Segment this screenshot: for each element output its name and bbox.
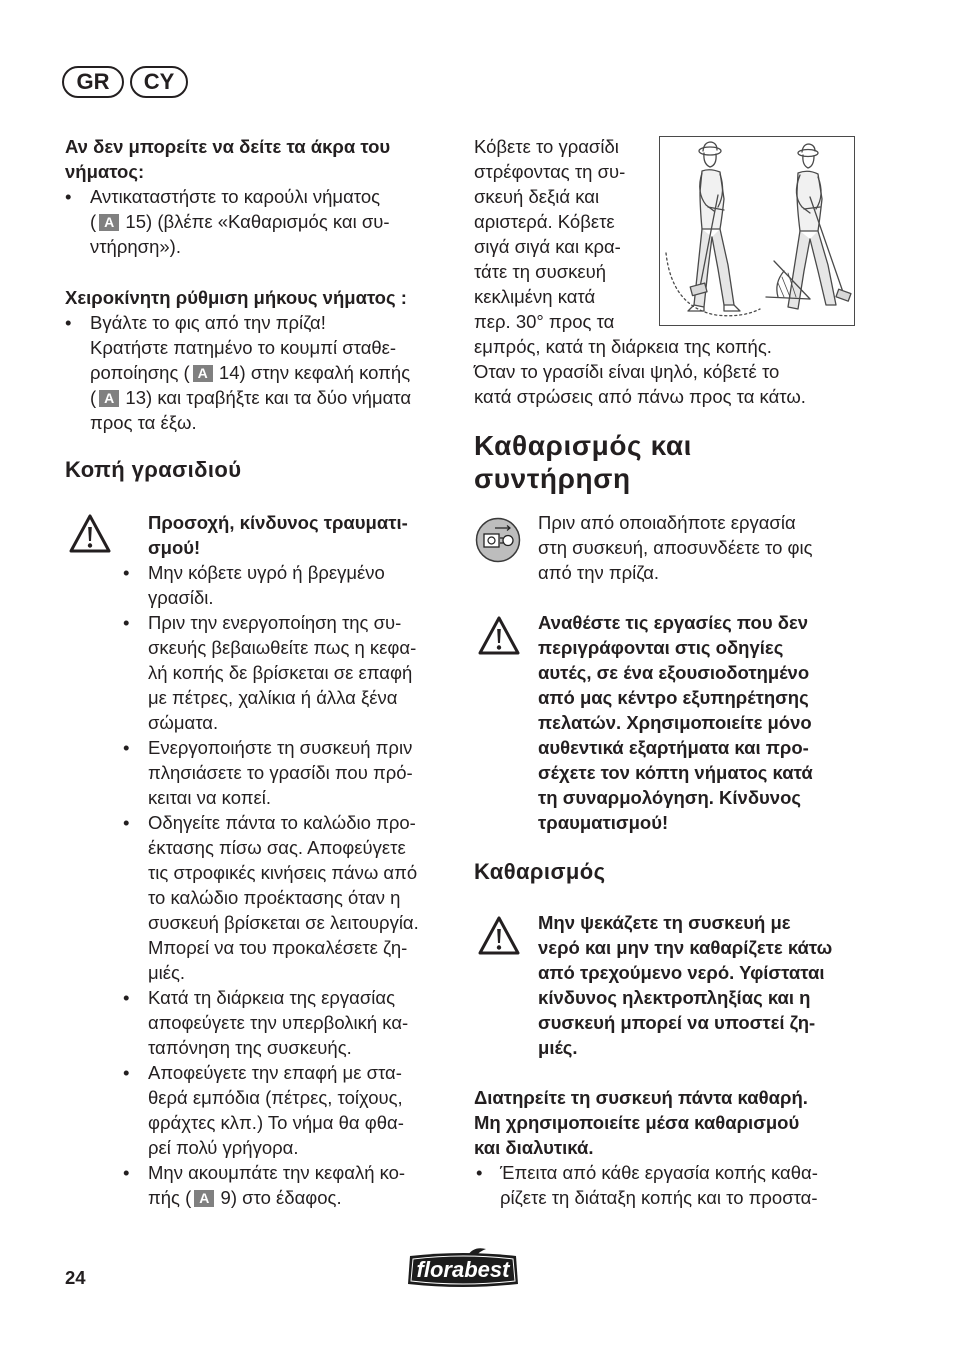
- florabest-logo: [404, 1246, 522, 1292]
- list-item: [123, 735, 468, 810]
- text-part: Μην ακουμπάτε την κεφαλή κο- πής (: [148, 1162, 406, 1208]
- figure-ref-badge: A: [99, 214, 119, 231]
- no-line-ends-heading: Αν δεν μπορείτε να δείτε τα άκρα του νήματος:: [65, 136, 391, 182]
- list-item-text: Κατά τη διάρκεια της εργασίας αποφεύγετε την υπερβολική κα- ταπόνηση της συσκευής.: [148, 987, 409, 1058]
- text-part: 9) στο έδαφος.: [215, 1187, 342, 1208]
- language-badge-gr: GR: [62, 66, 124, 98]
- bullet: •: [65, 312, 72, 333]
- figure-ref-badge: A: [193, 365, 213, 382]
- text-part: Αντικαταστήστε το καρούλι νήματος (: [90, 186, 381, 232]
- list-item: [123, 810, 468, 985]
- injury-warning-title: Προσοχή, κίνδυνος τραυματι- σμού!: [148, 512, 408, 558]
- unplug-note: Πριν από οποιαδήποτε εργασία στη συσκευή, αποσυνδέετε το φις από την πρίζα.: [538, 512, 813, 583]
- figure-ref-badge: A: [99, 390, 119, 407]
- list-item: [123, 610, 468, 735]
- warning-triangle-icon: [477, 615, 521, 657]
- figure-ref-badge: A: [194, 1190, 214, 1207]
- manual-adjust-item: [65, 310, 411, 435]
- manual-adjust-text: [90, 310, 411, 435]
- bullet: •: [476, 1162, 483, 1183]
- warning-triangle-icon: [68, 513, 112, 555]
- unplug-icon: [475, 517, 521, 563]
- bullet: •: [123, 1162, 130, 1183]
- cutting-technique-text: Κόβετε το γρασίδι στρέφοντας τη συ- σκευή δεξιά και αριστερά. Κόβετε σιγά σιγά και κρα- τάτε τη συσκευή κεκλιμένη κατά περ. 30° προς τα εμπρός, κατά τη διάρκεια της κοπής. Όταν το γρασίδι είναι ψηλό, κόβετέ το κατά στρώσεις από πάνω προς τα κάτω.: [474, 136, 806, 407]
- section-title-grass-cutting: Κοπή γρασιδιού: [65, 457, 242, 482]
- list-item-text: Ενεργοποιήστε τη συσκευή πριν πλησιάσετε το γρασίδι που πρό- κειται να κοπεί.: [148, 737, 413, 808]
- list-item-text: Πριν την ενεργοποίηση της συ- σκευής βεβαιωθείτε πως η κεφα- λή κοπής δε βρίσκεται σε επαφή με πέτρες, χαλίκια ή άλλα ξένα σώματα.: [148, 612, 417, 733]
- text-part: 14) στην κεφαλή κοπής (: [90, 362, 411, 408]
- bullet: •: [123, 1062, 130, 1083]
- bullet: •: [123, 562, 130, 583]
- text-part: 15) (βλέπε «Καθαρισμός και συ- ντήρηση»).: [90, 211, 390, 257]
- list-item-text: [148, 1160, 405, 1210]
- page-number: 24: [65, 1267, 86, 1288]
- list-item-text: Αποφεύγετε την επαφή με στα- θερά εμπόδια (πέτρες, τοίχους, φράχτες κλπ.) Το νήμα θα φθα- ρεί πολύ γρήγορα.: [148, 1062, 404, 1158]
- replace-spool-item: [65, 184, 390, 259]
- bullet: •: [123, 987, 130, 1008]
- list-item: [123, 560, 468, 610]
- maintenance-section-title: Καθαρισμός και συντήρηση: [474, 430, 693, 494]
- list-item: [123, 985, 468, 1060]
- list-item-text: Έπειτα από κάθε εργασία κοπής καθα- ρίζετε τη διάταξη κοπής και το προστα-: [500, 1162, 818, 1208]
- language-badge-cy: CY: [130, 66, 188, 98]
- bullet: •: [123, 737, 130, 758]
- logo-text: florabest: [416, 1257, 510, 1282]
- cleaning-section-title: Καθαρισμός: [474, 859, 606, 884]
- cutting-safety-list: [123, 560, 468, 1210]
- bullet: •: [65, 186, 72, 207]
- clean-after-use-item: [476, 1160, 818, 1210]
- bullet: •: [123, 612, 130, 633]
- trimming-illustration: [659, 136, 855, 326]
- keep-clean-text: Διατηρείτε τη συσκευή πάντα καθαρή. Μη χρησιμοποιείτε μέσα καθαρισμού και διαλυτικά.: [474, 1087, 808, 1158]
- list-item: [123, 1060, 468, 1160]
- list-item: [123, 1160, 468, 1210]
- warning-triangle-icon: [477, 915, 521, 957]
- replace-spool-text: [90, 184, 390, 259]
- list-item-text: Οδηγείτε πάντα το καλώδιο προ- έκτασης πίσω σας. Αποφεύγετε τις στροφικές κινήσεις πάνω από το καλώδιο προέκτασης όταν η συσκευή βρίσκεται σε λειτουργία. Μπορεί να του προκαλέσετε ζη- μιές.: [148, 812, 419, 983]
- water-warning-text: Μην ψεκάζετε τη συσκευή με νερό και μην την καθαρίζετε κάτω από τρεχούμενο νερό. Υφίσταται κίνδυνος ηλεκτροπληξίας και η συσκευή μπορεί να υποστεί ζη- μιές.: [538, 912, 833, 1058]
- text-part: Βγάλτε το φις από την πρίζα! Κρατήστε πατημένο το κουμπί σταθε- ροποίησης (: [90, 312, 397, 383]
- text-part: 13) και τραβήξτε και τα δύο νήματα προς τα έξω.: [90, 387, 412, 433]
- list-item-text: Μην κόβετε υγρό ή βρεγμένο γρασίδι.: [148, 562, 385, 608]
- manual-adjust-heading: Χειροκίνητη ρύθμιση μήκους νήματος :: [65, 287, 407, 308]
- service-warning-text: Αναθέστε τις εργασίες που δεν περιγράφονται στις οδηγίες αυτές, σε ένα εξουσιοδοτημένο από μας κέντρο εξυπηρέτησης πελατών. Χρησιμοποιείτε μόνο αυθεντικά εξαρτήματα και προ- σέχετε τον κόπτη νήματος κατά τη συναρμολόγηση. Κίνδυνος τραυματισμού!: [538, 612, 813, 833]
- bullet: •: [123, 812, 130, 833]
